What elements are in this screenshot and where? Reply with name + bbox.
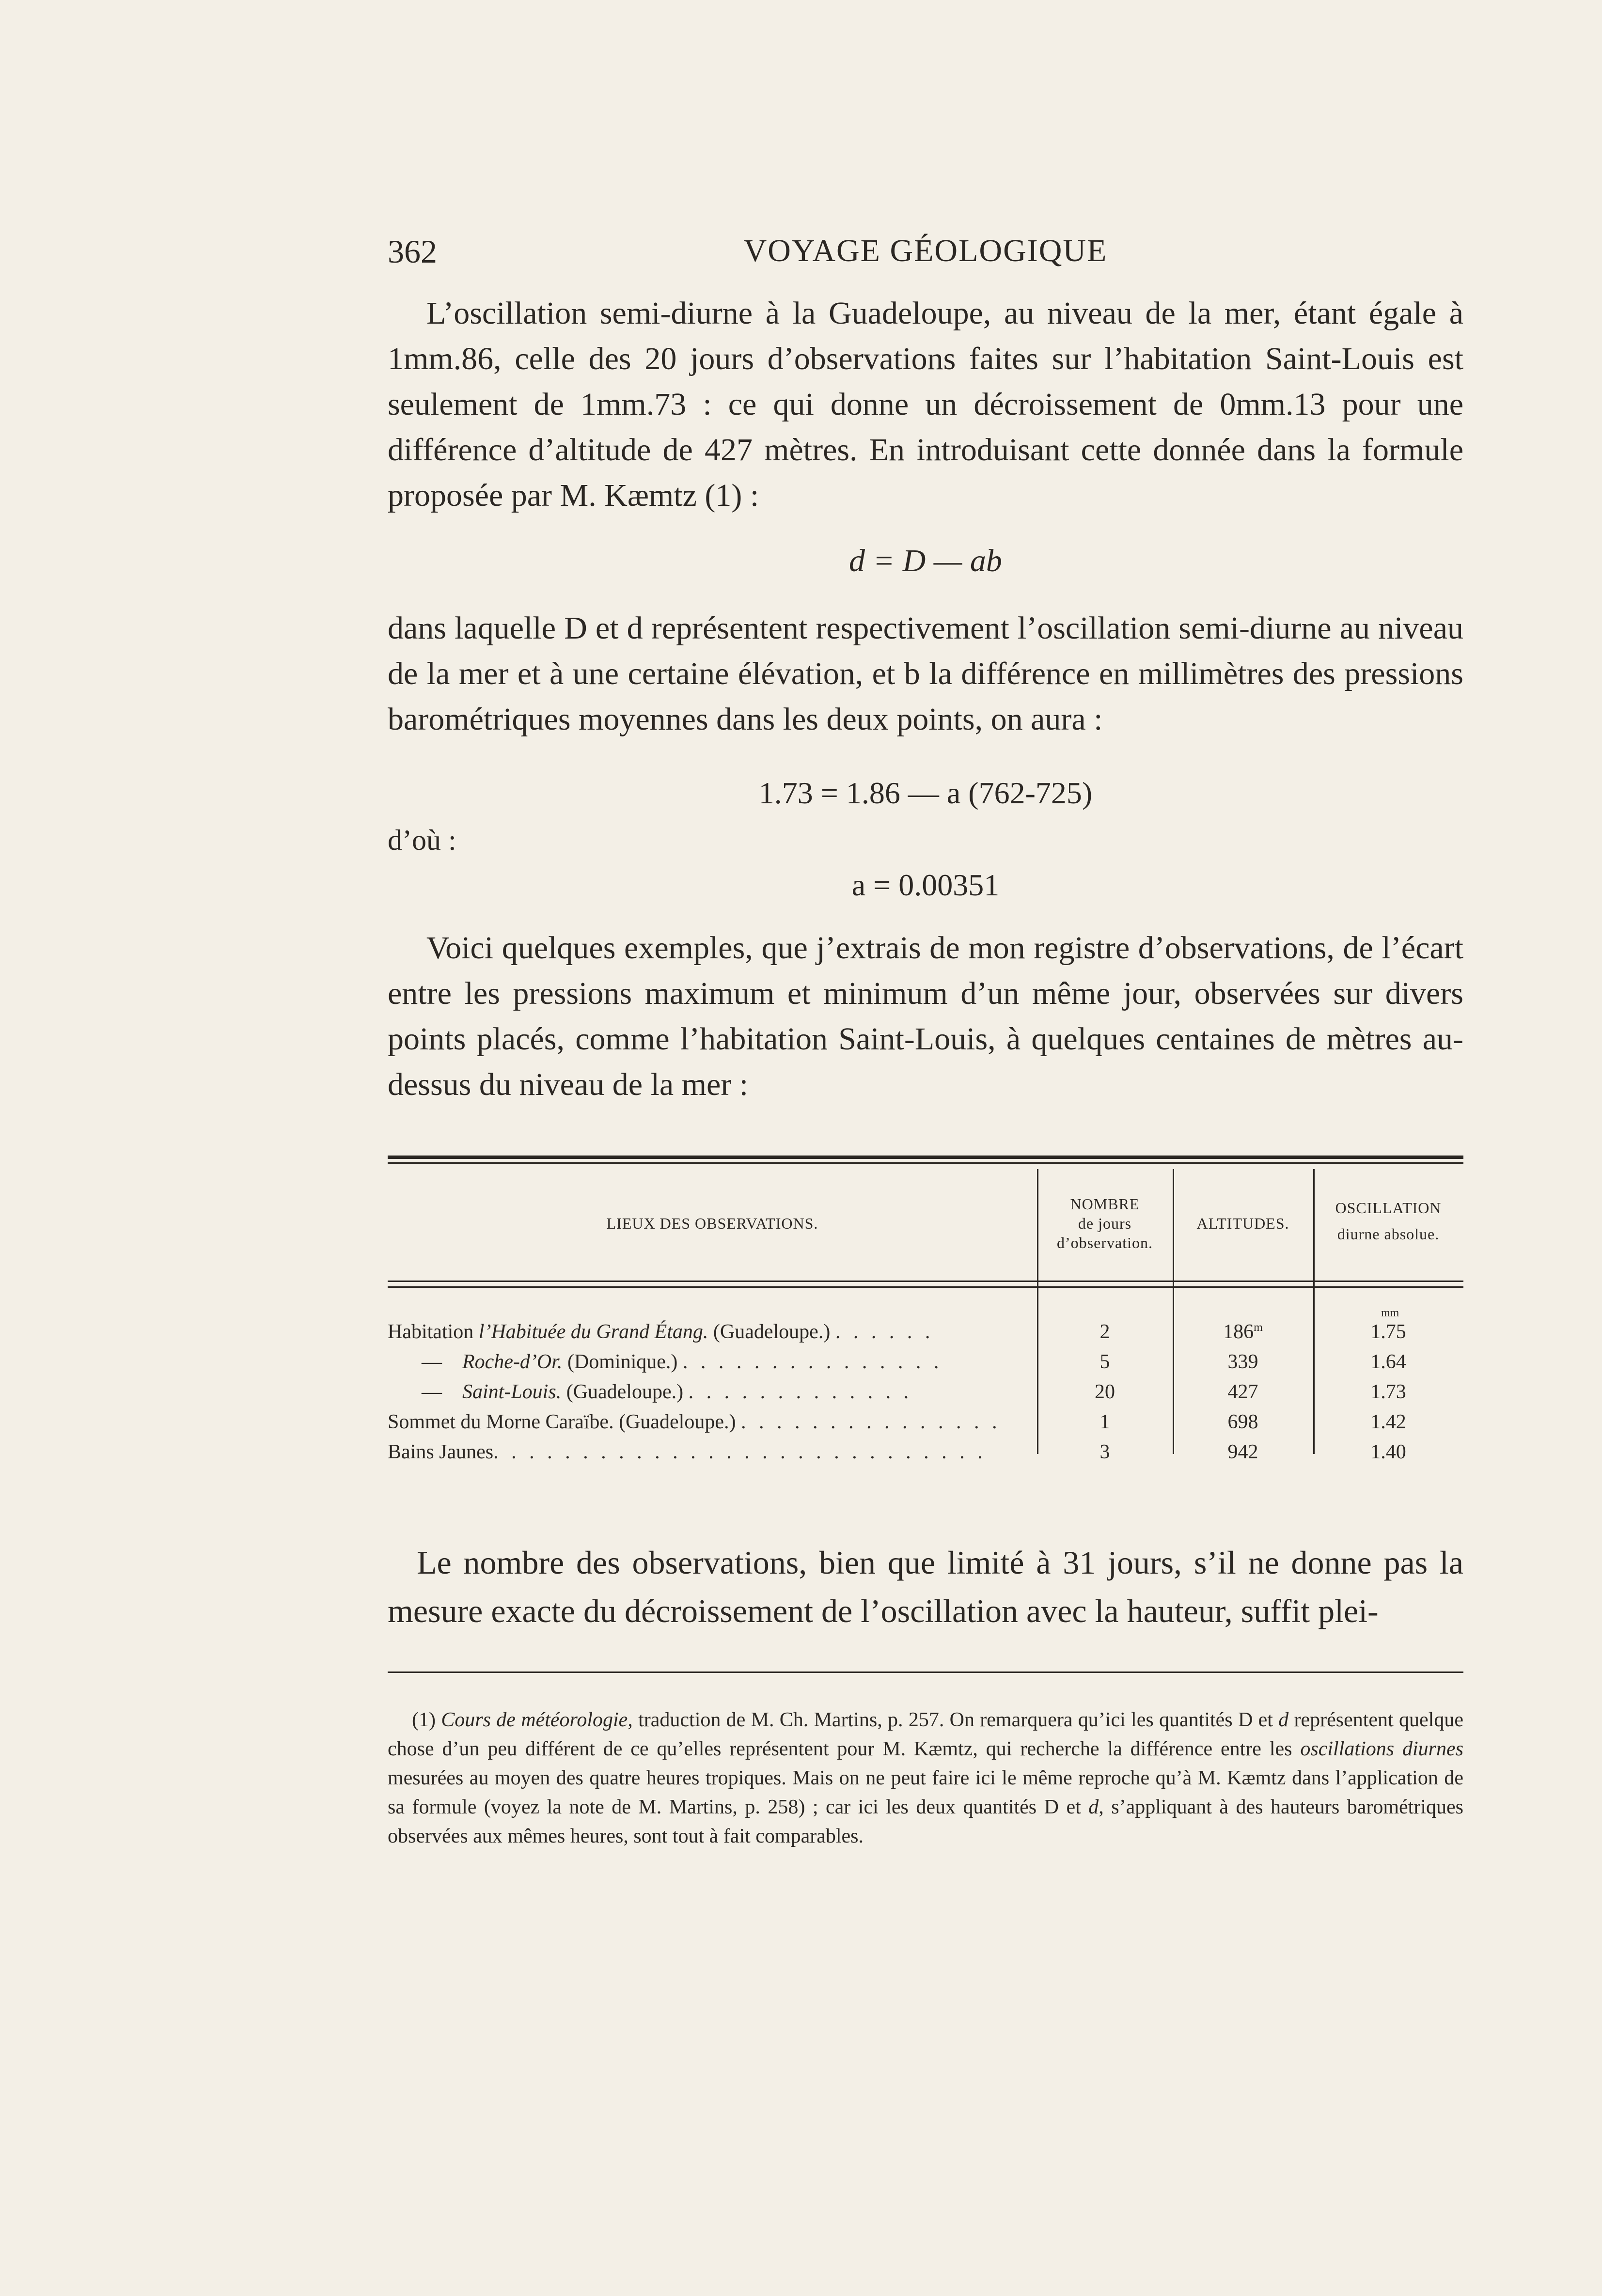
row-location: — Saint-Louis. (Guadeloupe.) . . . . . . . . . . . . . [422, 1381, 913, 1403]
running-title: VOYAGE GÉOLOGIQUE [743, 233, 1108, 268]
row-location: Bains Jaunes. . . . . . . . . . . . . . . . . . . . . . . . . . . . [388, 1441, 987, 1463]
unit-m: m [1254, 1321, 1263, 1334]
header-days-line1: NOMBRE [1070, 1195, 1140, 1213]
paragraph-4: Le nombre des observations, bien que limité à 31 jours, s’il ne donne pas la mesure exacte du décroissement de l’oscillation avec la hauteur, suffit plei- [388, 1544, 1463, 1629]
row-location: Sommet du Morne Caraïbe. (Guadeloupe.) . . . . . . . . . . . . . . . [388, 1411, 1001, 1433]
row-location: — Roche-d’Or. (Dominique.) . . . . . . . . . . . . . . . [422, 1351, 943, 1373]
row-days: 1 [1099, 1411, 1110, 1433]
row-oscillation: 1.40 [1370, 1441, 1406, 1463]
row-altitude: 427 [1227, 1381, 1258, 1403]
header-bottom-rule-2 [388, 1286, 1463, 1288]
header-osc-line1: OSCILLATION [1335, 1199, 1442, 1217]
table-top-rule [388, 1156, 1463, 1159]
footnote: (1) Cours de météorologie, traduction de M. Ch. Martins, p. 257. On remarquera qu’ici les quantités D et d représentent quelque chose d’un peu différent de ce qu’elles représentent pour M. Kæmtz, qui recherche la différence entre les oscillations diurnes mesurées au moyen des quatre heures tropiques. Mais on ne peut faire ici le même reproche qu’à M. Kæmtz dans l’application de sa formule (voyez la note de M. Martins, p. 258) ; car ici les deux quantités D et d, s’appliquant à des hauteurs barométriques observées aux mêmes heures, sont tout à fait comparables. [388, 1709, 1463, 1847]
table-row [388, 1380, 1463, 1410]
row-location: Habitation l’Habituée du Grand Étang. (Guadeloupe.) . . . . . . [388, 1321, 934, 1343]
row-days: 20 [1095, 1381, 1115, 1403]
page-header [388, 233, 1463, 276]
row-days: 2 [1099, 1321, 1110, 1343]
row-days: 3 [1099, 1441, 1110, 1463]
row-oscillation: 1.42 [1370, 1411, 1406, 1433]
table-row [388, 1350, 1463, 1380]
paragraph-3: Voici quelques exemples, que j’extrais de mon registre d’observations, de l’écart entre les pressions maximum et minimum d’un même jour, observées sur divers points placés, comme l’habitation Saint-Louis, à quelques centaines de mètres au-dessus du niveau de la mer : [388, 930, 1463, 1102]
formula-text: d = D — ab [849, 543, 1002, 578]
header-days-line3: d’observation. [1057, 1234, 1153, 1251]
page-number: 362 [388, 233, 437, 270]
paragraph-1: L’oscillation semi-diurne à la Guadeloupe, au niveau de la mer, étant égale à 1mm.86, celle des 20 jours d’observations faites sur l’habitation Saint-Louis est seulement de 1mm.73 : ce qui donne un décroissement de 0mm.13 pour une différence d’altitude de 427 mètres. En introduisant cette donnée dans la formule proposée par M. Kæmtz (1) : [388, 296, 1463, 513]
formula-kaemtz [388, 543, 1463, 579]
row-altitude: 339 [1227, 1351, 1258, 1373]
row-oscillation: 1.64 [1370, 1351, 1406, 1373]
paragraph-2: dans laquelle D et d représentent respectivement l’oscillation semi-diurne au niveau de la mer et à une certaine élévation, et b la différence en millimètres des pressions barométriques moyennes dans les deux points, on aura : [388, 610, 1463, 737]
dou-label: d’où : [388, 824, 456, 856]
footnote-marker: (1) [412, 1709, 436, 1731]
row-altitude: 942 [1227, 1441, 1258, 1463]
row-altitude: 698 [1227, 1411, 1258, 1433]
header-oscillation [1313, 1198, 1463, 1244]
row-altitude: 186$^m$ [1223, 1321, 1263, 1343]
unit-mm: mm [1381, 1307, 1399, 1319]
row-oscillation: 1.75 [1370, 1321, 1406, 1343]
footnote-rule [388, 1671, 1463, 1673]
header-altitude: ALTITUDES. [1196, 1215, 1289, 1232]
header-bottom-rule [388, 1281, 1463, 1282]
header-location: LIEUX DES OBSERVATIONS. [606, 1215, 818, 1232]
header-osc-line2: diurne absolue. [1337, 1225, 1440, 1243]
header-days [1037, 1194, 1173, 1252]
row-oscillation: 1.73 [1370, 1381, 1406, 1403]
table-row [388, 1440, 1463, 1470]
table-row [388, 1320, 1463, 1350]
formula-equation: 1.73 = 1.86 — a (762-725) [758, 776, 1093, 810]
row-days: 5 [1099, 1351, 1110, 1373]
header-days-line2: de jours [1078, 1215, 1132, 1232]
formula-result: a = 0.00351 [851, 868, 1000, 902]
table-top-rule-thin [388, 1162, 1463, 1164]
table-row [388, 1410, 1463, 1440]
